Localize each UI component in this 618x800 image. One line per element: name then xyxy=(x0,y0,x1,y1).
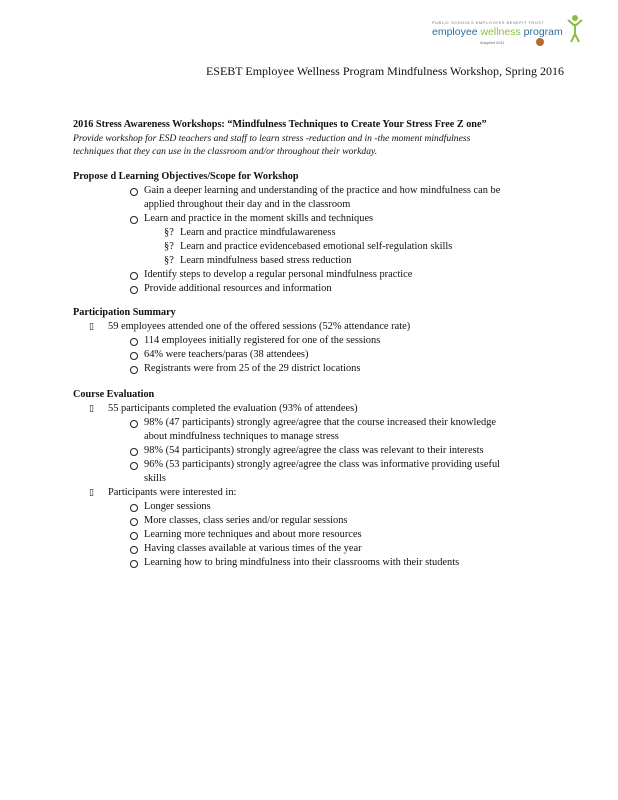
list-item xyxy=(73,486,593,500)
circle-bullet-icon xyxy=(130,546,138,554)
list-item-text: 59 employees attended one of the offered sessions (52% attendance rate) xyxy=(108,321,411,332)
participation-heading: Participation Summary xyxy=(73,307,176,318)
objectives-section xyxy=(73,170,573,296)
list-item xyxy=(73,184,573,198)
list-item xyxy=(73,514,593,528)
list-item xyxy=(73,362,573,376)
list-item xyxy=(73,528,593,542)
objectives-heading: Propose d Learning Objectives/Scope for Workshop xyxy=(73,171,299,182)
participation-list xyxy=(73,320,573,376)
list-item xyxy=(73,402,593,416)
logo-sub: Adopted 2011 xyxy=(480,40,505,45)
list-item-text: Participants were interested in: xyxy=(108,487,237,498)
circle-bullet-icon xyxy=(130,518,138,526)
logo-brand-a: employee xyxy=(432,26,481,38)
list-item xyxy=(73,226,573,240)
list-item xyxy=(73,240,573,254)
list-item xyxy=(73,556,593,570)
list-item xyxy=(73,212,573,226)
list-item-text: about mindfulness techniques to manage stress xyxy=(144,431,339,442)
list-item xyxy=(73,254,573,268)
person-figure-icon xyxy=(566,14,584,44)
list-item-text: Gain a deeper learning and understanding of the practice and how mindfulness can be xyxy=(144,185,501,196)
list-item xyxy=(73,334,573,348)
circle-bullet-icon xyxy=(130,216,138,224)
square-bullet-icon: ▯ xyxy=(89,322,94,332)
circle-bullet-icon xyxy=(130,352,138,360)
list-item xyxy=(73,268,573,282)
list-item-text: 114 employees initially registered for one of the sessions xyxy=(144,335,381,346)
list-item-text: Provide additional resources and information xyxy=(144,283,332,294)
list-item xyxy=(73,348,573,362)
list-item xyxy=(73,458,593,486)
circle-bullet-icon xyxy=(130,448,138,456)
evaluation-section xyxy=(73,388,593,570)
list-item-text: 96% (53 participants) strongly agree/agree the class was informative providing useful xyxy=(144,459,501,470)
list-item xyxy=(73,320,573,334)
objectives-list xyxy=(73,184,573,296)
list-item-text: Learn and practice evidencebased emotional self-regulation skills xyxy=(180,241,453,252)
circle-bullet-icon xyxy=(130,366,138,374)
list-item-text: 64% were teachers/paras (38 attendees) xyxy=(144,349,309,360)
list-item xyxy=(73,198,573,212)
circle-bullet-icon xyxy=(130,504,138,512)
list-item-text: Longer sessions xyxy=(144,501,211,512)
list-item xyxy=(73,500,593,514)
document-header-title: ESEBT Employee Wellness Program Mindfulness Workshop, Spring 2016 xyxy=(205,64,564,78)
employee-wellness-logo xyxy=(430,12,590,52)
circle-bullet-icon xyxy=(130,338,138,346)
circle-bullet-icon xyxy=(130,286,138,294)
intro-heading: 2016 Stress Awareness Workshops: “Mindfulness Techniques to Create Your Stress Free Z one” xyxy=(73,119,487,130)
list-item-text: Having classes available at various times of the year xyxy=(144,543,362,554)
list-item-text: Learning more techniques and about more resources xyxy=(144,529,362,540)
list-item-text: Learn and practice in the moment skills and techniques xyxy=(144,213,374,224)
list-item-text: Learning how to bring mindfulness into their classrooms with their students xyxy=(144,557,460,568)
list-item xyxy=(73,282,573,296)
evaluation-heading: Course Evaluation xyxy=(73,389,155,400)
intro-section xyxy=(73,118,573,158)
list-item-text: 98% (47 participants) strongly agree/agree that the course increased their knowledge xyxy=(144,417,496,428)
list-item xyxy=(73,444,593,458)
list-item-text: More classes, class series and/or regular sessions xyxy=(144,515,348,526)
participation-section xyxy=(73,306,573,376)
list-item-text: Learn mindfulness based stress reduction xyxy=(180,255,352,266)
list-item xyxy=(73,542,593,556)
logo-brand-b: wellness xyxy=(480,26,521,38)
evaluation-list xyxy=(73,402,593,570)
logo-brand-c: program xyxy=(520,26,563,38)
list-item-text: Identify steps to develop a regular personal mindfulness practice xyxy=(144,269,413,280)
circle-bullet-icon xyxy=(130,188,138,196)
list-item-text: Registrants were from 25 of the 29 district locations xyxy=(144,363,361,374)
intro-desc-line1: Provide workshop for ESD teachers and staff to learn stress -reduction and in -the moment mindfulness xyxy=(73,133,471,144)
circle-bullet-icon xyxy=(130,462,138,470)
section-bullet-icon: §? xyxy=(164,255,174,266)
list-item-text: 55 participants completed the evaluation (93% of attendees) xyxy=(108,403,358,414)
list-item-text: applied throughout their day and in the classroom xyxy=(144,199,351,210)
intro-desc-line2: techniques that they can use in the classroom and/or throughout their workday. xyxy=(73,146,378,157)
square-bullet-icon: ▯ xyxy=(89,488,94,498)
section-bullet-icon: §? xyxy=(164,227,174,238)
circle-bullet-icon xyxy=(130,532,138,540)
circle-bullet-icon xyxy=(130,560,138,568)
logo-badge-icon xyxy=(536,38,544,46)
list-item-text: 98% (54 participants) strongly agree/agree the class was relevant to their interests xyxy=(144,445,484,456)
list-item-text: Learn and practice mindfulawareness xyxy=(180,227,336,238)
list-item xyxy=(73,416,593,444)
square-bullet-icon: ▯ xyxy=(89,404,94,414)
circle-bullet-icon xyxy=(130,272,138,280)
logo-brand xyxy=(432,26,563,38)
section-bullet-icon: §? xyxy=(164,241,174,252)
circle-bullet-icon xyxy=(130,420,138,428)
logo-tagline: PUBLIC SCHOOLS EMPLOYEES BENEFIT TRUST xyxy=(432,20,545,25)
list-item-text: skills xyxy=(144,473,166,484)
